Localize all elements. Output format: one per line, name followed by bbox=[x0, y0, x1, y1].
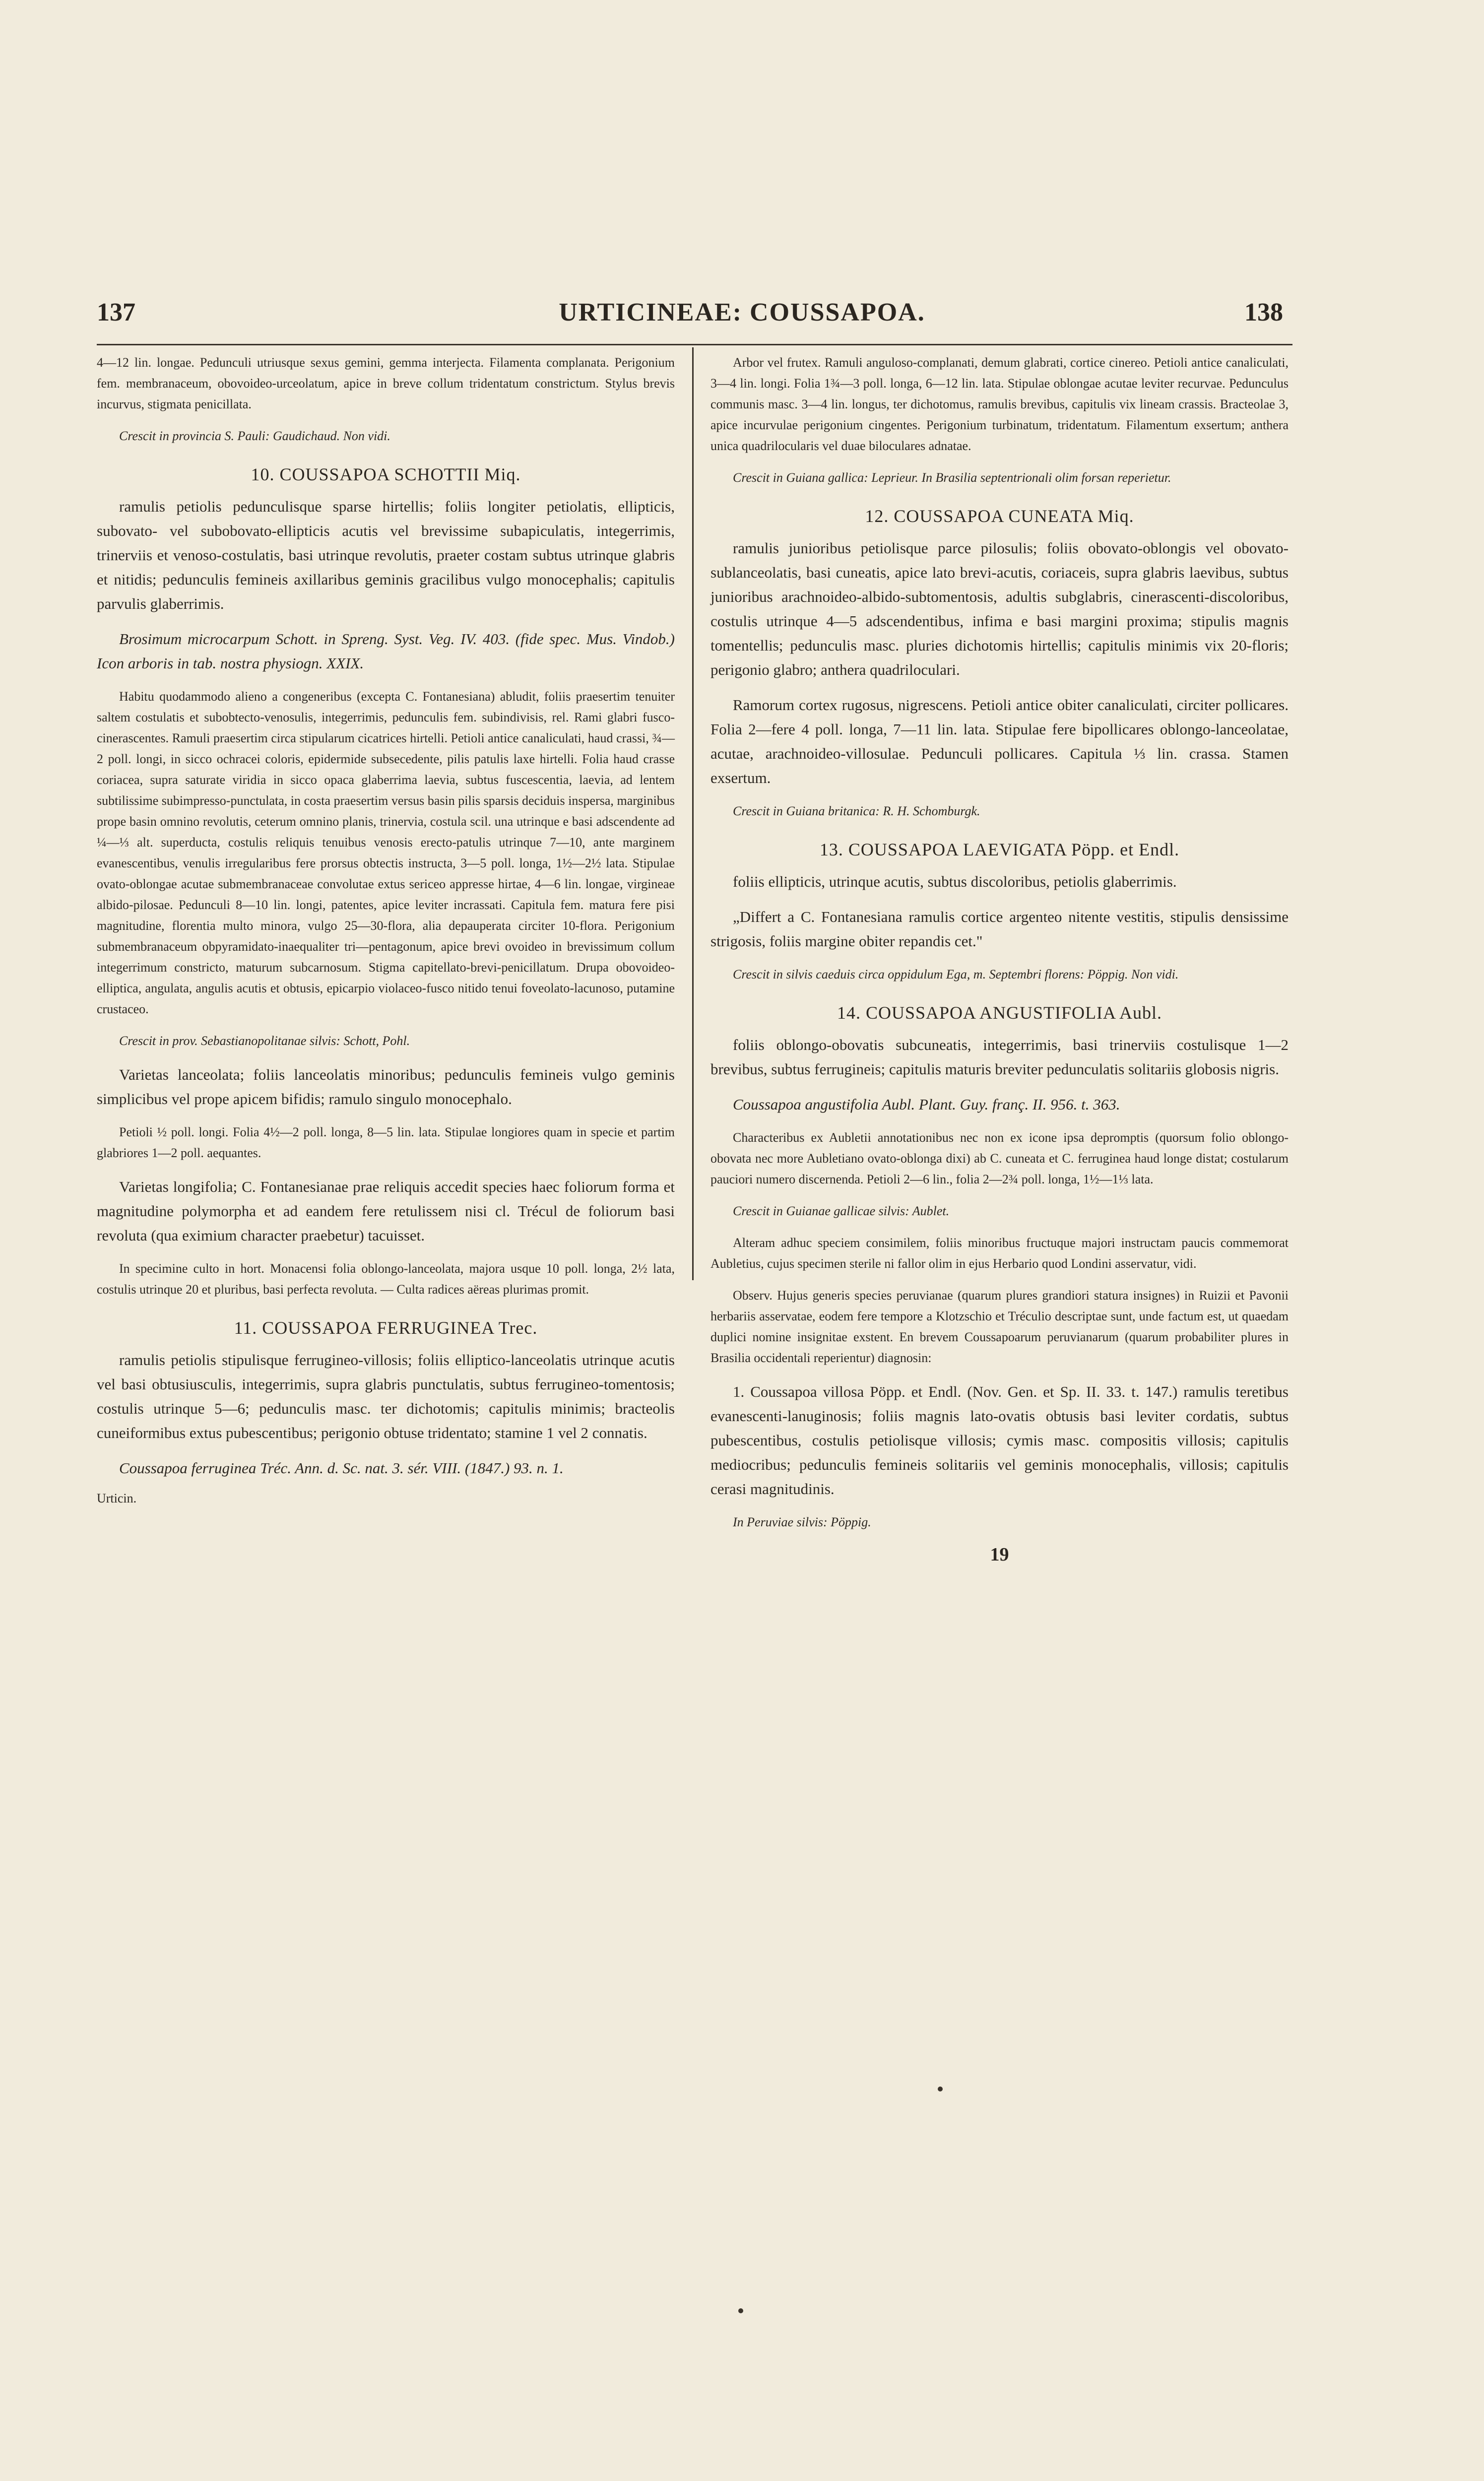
locality-citation: In Peruviae silvis: Pöppig. bbox=[733, 1515, 871, 1529]
locality-citation: Crescit in silvis caeduis circa oppidulum Ega, m. Septembri florens: Pöppig. Non vidi. bbox=[733, 967, 1179, 981]
species-heading: 13. COUSSAPOA LAEVIGATA Pöpp. et Endl. bbox=[819, 840, 1180, 859]
species-heading: 12. COUSSAPOA CUNEATA Miq. bbox=[865, 506, 1134, 526]
variety-description: Petioli ½ poll. longi. Folia 4½—2 poll. longa, 8—5 lin. lata. Stipulae longiores quam in specie et partim glabriores 1—2 poll. aequantes. bbox=[97, 1125, 675, 1160]
page-number-left: 137 bbox=[97, 298, 135, 326]
locality-citation: Crescit in Guianae gallicae silvis: Aublet. bbox=[733, 1204, 950, 1218]
left-column bbox=[97, 352, 675, 1506]
synonym-citation: Coussapoa angustifolia Aubl. Plant. Guy. franç. II. 956. t. 363. bbox=[733, 1096, 1120, 1113]
page-header bbox=[0, 298, 1484, 342]
quotation: „Differt a C. Fontanesiana ramulis cortice argenteo nitente vestitis, stipulis densissime strigosis, foliis margine obiter repandis cet." bbox=[710, 908, 1289, 950]
variety-diagnosis: Varietas longifolia; C. Fontanesianae prae reliquis accedit species haec foliorum forma et magnitudine polymorpha et ad eandem fere retulissem nisi cl. Trécul de foliorum basi revoluta (qua eximium character praebetur) tacuisset. bbox=[97, 1178, 675, 1244]
species-description: Ramorum cortex rugosus, nigrescens. Petioli antice obiter canaliculati, circiter pollicares. Folia 2—fere 4 poll. longa, 7—11 lin. lata. Stipulae fere bipollicares oblongo-lanceolatae, acutae, arachnoideo-villosulae. Pedunculi pollicares. Capitula ⅓ lin. crassa. Stamen exsertum. bbox=[710, 696, 1289, 786]
species-diagnosis: ramulis petiolis stipulisque ferrugineo-villosis; foliis elliptico-lanceolatis utrinque acutis vel basi obtusiusculis, integerrimis, supra glabris punctulatis, subtus ferrugineo-tomentosis; costulis utrinque 5—6; pedunculis masc. ter dichotomis; capitulis minimis; bracteolis cuneiformibus extus pubescentibus; perigonio obtuse tridentato; stamine 1 vel 2 connatis. bbox=[97, 1351, 675, 1441]
species-description: Alteram adhuc speciem consimilem, foliis minoribus fructuque majori instructam paucis commemorat Aubletius, cujus specimen sterile ni fallor olim in ejus Herbario quod Londini asservatur, vidi. bbox=[710, 1236, 1289, 1271]
variety-description: In specimine culto in hort. Monacensi folia oblongo-lanceolata, majora usque 10 poll. longa, 2½ lata, costulis utrinque 20 et pluribus, basi perfecta revoluta. — Culta radices aëreas plurimas promit. bbox=[97, 1261, 675, 1297]
species-description: Habitu quodammodo alieno a congeneribus (excepta C. Fontanesiana) abludit, foliis praesertim tenuiter saltem costulatis et subobtecto-venosulis, integerrimis, pedunculis fem. subindivisis, rel. Rami glabri fusco-cinerascentes. Ramuli praesertim circa stipularum cicatrices hirtelli. Petioli antice canaliculati, haud crassi, ¾—2 poll. longi, in sicco ochracei coloris, epidermide subsecedente, pilis patulis laxe hirtelli. Folia haud crasse coriacea, supra saturate viridia in sicco opaca glaberrima laevia, subtus fuscescentia, laevia, ad lentem subtilissime subimpresso-punctulata, in costa praesertim versus basin pilis sparsis deciduis inspersa, marginibus prope basin omnino revolutis, ceterum omnino planis, trinervia, costula scil. una utrinque e basi adscendente ad ¼—⅓ alt. superducta, costulis reliquis tenuibus venosis erecto-patulis utrinque 7—10, ante marginem evanescentibus, venulis irregularibus fere prorsus obtectis instructa, 3—5 poll. longa, 1½—2½ lata. Stipulae ovato-oblongae acutae submembranaceae convolutae extus sericeo appresse hirtae, 4—6 lin. longae, virgineae albido-pilosae. Pedunculi 8—10 lin. longi, patentes, apice leviter incrassati. Capitula fem. matura fere pisi magnitudine, florentia multo minora, vulgo 25—30-flora, alia depauperata circiter 10-flora. Perigonium submembranaceum obpyramidato-inaequaliter tri—pentagonum, apice brevi ovoideo in brevissimum collum integerrimum constricto, maturum subcarnosum. Stigma capitellato-brevi-penicillatum. Drupa obovoideo-elliptica, angulata, angulis acutis et obtusis, epicarpio violaceo-fusco nitido tenui foveolato-lacunoso, putamine crustaceo. bbox=[97, 689, 675, 1016]
print-dot bbox=[938, 2087, 943, 2091]
species-heading: 10. COUSSAPOA SCHOTTII Miq. bbox=[251, 464, 521, 484]
species-diagnosis: ramulis petiolis pedunculisque sparse hirtellis; foliis longiter petiolatis, ellipticis, subovato- vel subobovato-ellipticis acutis vel brevissime subapiculatis, integerrimis, trinerviis et venoso-costulatis, basi utrinque revolutis, praeter costam subtus utrinque glabris et nitidis; pedunculis femineis axillaribus geminis gracilibus vulgo monocephalis; capitulis parvulis glaberrimis. bbox=[97, 498, 675, 612]
species-diagnosis: foliis ellipticis, utrinque acutis, subtus discoloribus, petiolis glaberrimis. bbox=[733, 873, 1177, 890]
signature-folio: 19 bbox=[990, 1544, 1009, 1565]
header-rule bbox=[97, 344, 1292, 345]
synonym-citation: Coussapoa ferruginea Tréc. Ann. d. Sc. nat. 3. sér. VIII. (1847.) 93. n. 1. bbox=[119, 1459, 564, 1477]
species-heading: 14. COUSSAPOA ANGUSTIFOLIA Aubl. bbox=[837, 1003, 1162, 1023]
running-title: URTICINEAE: COUSSAPOA. bbox=[559, 298, 925, 326]
locality-citation: Crescit in Guiana britanica: R. H. Schomburgk. bbox=[733, 804, 980, 818]
right-column bbox=[710, 352, 1289, 1566]
species-diagnosis: ramulis junioribus petiolisque parce pilosulis; foliis obovato-oblongis vel obovato-sublanceolatis, basi cuneatis, apice lato brevi-acutis, coriaceis, supra glabris laevibus, subtus junioribus arachnoideo-albido-subtomentosis, adultis subglabris, cinerascenti-discoloribus, costulis utrinque 4—5 adscendentibus, infima e basi margini proxima; stipulis magnis tomentellis; pedunculis masc. pluries dichotomis hirtellis; capitulis minimis vix 20-floris; perigonio glabro; anthera quadriloculari. bbox=[710, 539, 1289, 678]
locality-citation: Crescit in provincia S. Pauli: Gaudichaud. Non vidi. bbox=[119, 429, 390, 443]
locality-citation: Crescit in Guiana gallica: Leprieur. In Brasilia septentrionali olim forsan reperietur. bbox=[733, 470, 1171, 485]
variety-diagnosis: Varietas lanceolata; foliis lanceolatis minoribus; pedunculis femineis vulgo geminis simplicibus vel prope apicem bifidis; ramulo singulo monocephalo. bbox=[97, 1066, 675, 1108]
left-paragraph: 4—12 lin. longae. Pedunculi utriusque sexus gemini, gemma interjecta. Filamenta complanata. Perigonium fem. membranaceum, obovoideo-urceolatum, apice in breve collum tridentatum constrictum. Stylus brevis incurvus, stigmata penicillata. bbox=[97, 355, 675, 411]
species-description: Arbor vel frutex. Ramuli anguloso-complanati, demum glabrati, cortice cinereo. Petioli antice canaliculati, 3—4 lin. longi. Folia 1¾—3 poll. longa, 6—12 lin. lata. Stipulae oblongae acutae leviter recurvae. Pedunculus communis masc. 3—4 lin. longus, ter dichotomus, ramulis brevibus, capitulis vix lineam crassis. Bracteolae 3, apice incurvulae perigonium cingentes. Perigonium turbinatum, tridentatum. Filamentum exsertum; anthera unica quadrilocularis vel duae biloculares adnatae. bbox=[710, 355, 1289, 453]
print-dot bbox=[738, 2308, 743, 2313]
species-heading: 11. COUSSAPOA FERRUGINEA Trec. bbox=[234, 1318, 538, 1338]
species-diagnosis: 1. Coussapoa villosa Pöpp. et Endl. (Nov. Gen. et Sp. II. 33. t. 147.) ramulis teretibus evanescenti-lanuginosis; foliis magnis lato-ovatis obtusis basi leviter cordatis, subtus pubescentibus, costulis petiolisque villosis; cymis masc. compositis villosis; capitulis mediocribus; pedunculis femineis solitariis vel geminis monocephalis, villosis; capitulis cerasi magnitudinis. bbox=[710, 1383, 1289, 1498]
species-description: Characteribus ex Aubletii annotationibus nec non ex icone ipsa depromptis (quorsum folio oblongo-obovata nec more Aubletiano ovato-oblonga dixi) ab C. cuneata et C. ferruginea haud longe distat; costularum pauciori numero discernenda. Petioli 2—6 lin., folia 2—2¾ poll. longa, 1½—1⅓ lata. bbox=[710, 1130, 1289, 1186]
species-diagnosis: foliis oblongo-obovatis subcuneatis, integerrimis, basi trinerviis costulisque 1—2 brevibus, subtus ferrugineis; capitulis maturis breviter pedunculatis solitariis globosis nigris. bbox=[710, 1036, 1289, 1078]
synonym-citation: Brosimum microcarpum Schott. in Spreng. Syst. Veg. IV. 403. (fide spec. Mus. Vindob.) Icon arboris in tab. nostra physiogn. XXIX. bbox=[97, 630, 675, 672]
signature-mark: Urticin. bbox=[97, 1491, 137, 1505]
page-number-right: 138 bbox=[1244, 298, 1283, 326]
column-divider bbox=[692, 347, 694, 1280]
observation-note: Observ. Hujus generis species peruvianae (quarum plures grandiori statura insignes) in Ruizii et Pavonii herbariis asservatae, eodem fere tempore a Klotzschio et Tréculio descriptae sunt, unde factum est, ut quaedam duplici nomine insignitae exstent. En brevem Coussapoarum peruvianarum (quarum probabiliter plures in Brasilia occidentali reperientur) diagnosin: bbox=[710, 1288, 1289, 1365]
locality-citation: Crescit in prov. Sebastianopolitanae silvis: Schott, Pohl. bbox=[119, 1034, 410, 1048]
